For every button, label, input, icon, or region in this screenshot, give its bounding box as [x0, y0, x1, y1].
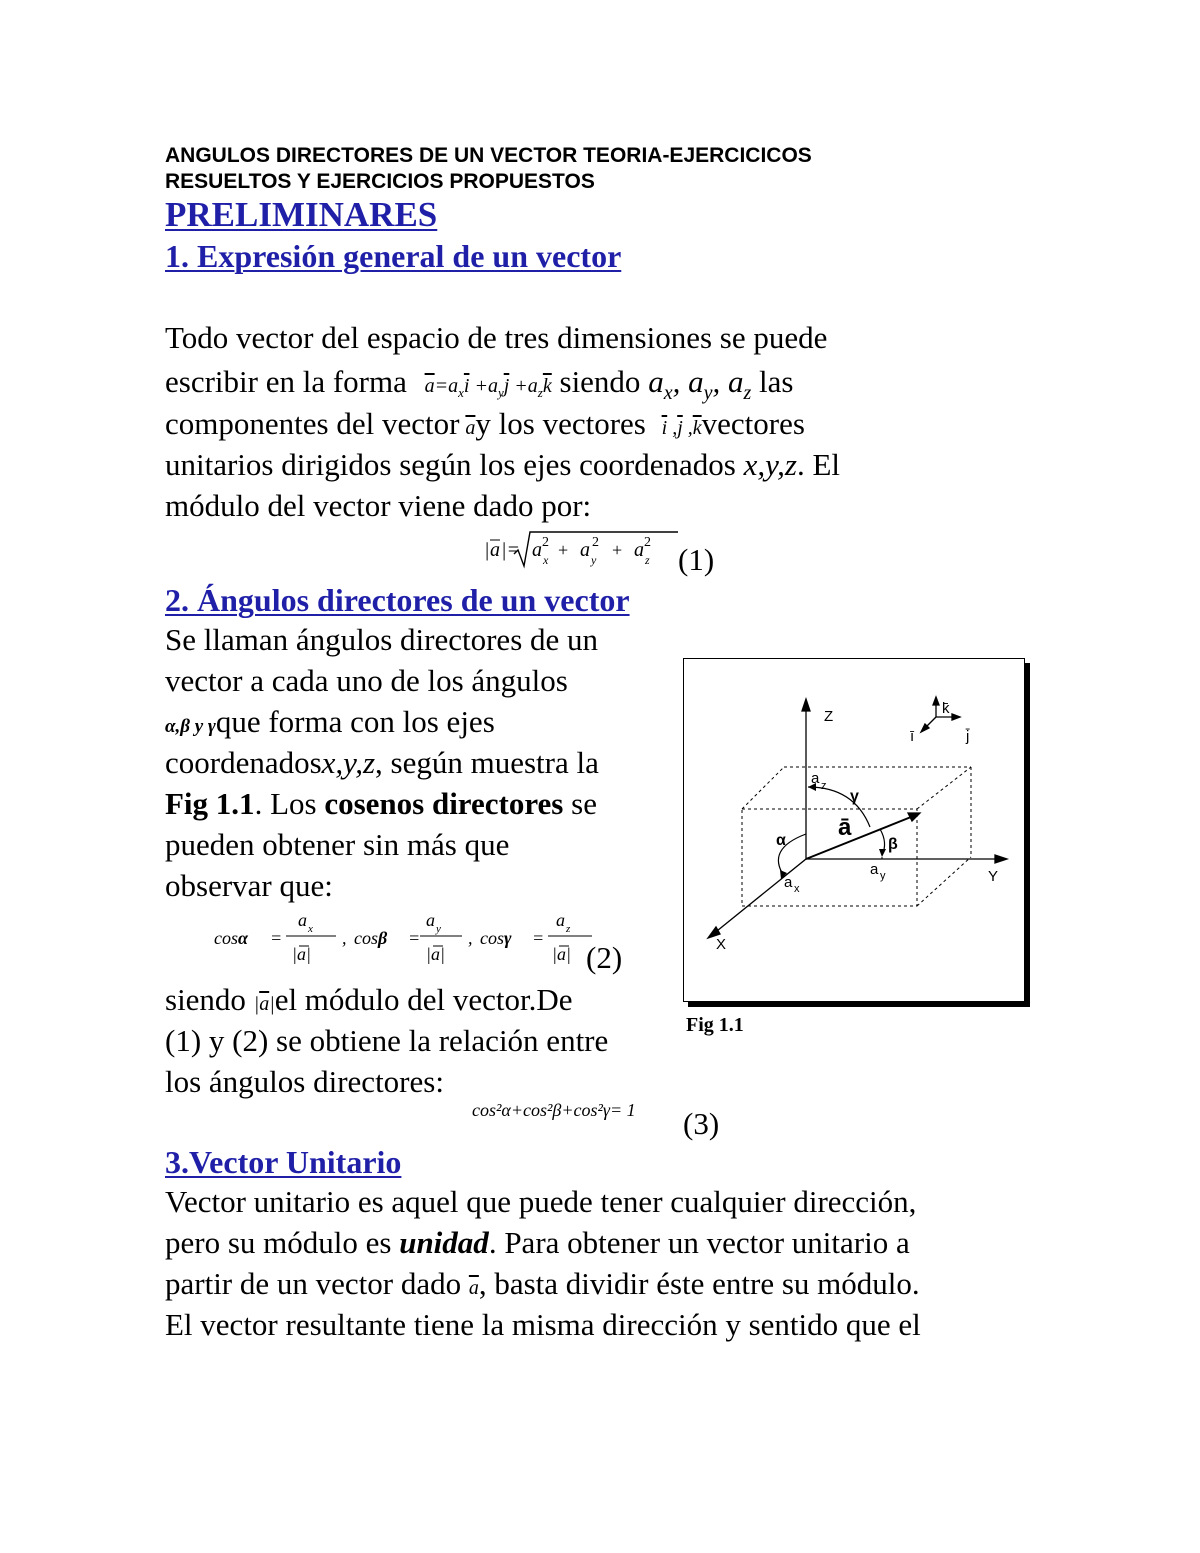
s2-p7: observar que:	[165, 868, 333, 903]
svg-text:cosβ: cosβ	[354, 928, 388, 948]
equation-3	[472, 1100, 636, 1121]
doc-title-line1: ANGULOS DIRECTORES DE UN VECTOR TEORIA-EJERCICICOS	[165, 144, 812, 167]
s3-line1: Vector unitario es aquel que puede tener cualquier dirección,	[165, 1184, 917, 1219]
s2-p4-xyz: x,y,z	[321, 745, 376, 780]
svg-text:z: z	[645, 553, 650, 567]
s2-p1: Se llaman ángulos directores de un	[165, 622, 599, 657]
svg-text:cosγ: cosγ	[480, 928, 512, 948]
s1-siendo: siendo	[559, 364, 641, 399]
svg-text:y: y	[591, 553, 597, 567]
svg-text:x: x	[543, 553, 549, 567]
svg-text:|a|: |a|	[552, 944, 571, 964]
equation-3-number: (3)	[683, 1106, 720, 1141]
s1-line3	[165, 404, 805, 448]
section2-heading: 2. Ángulos directores de un vector	[165, 582, 630, 618]
svg-text:cosα: cosα	[214, 928, 248, 948]
unit-vectors-symbol: $\overline{i}$ $,\overline{j}$ $,\overline{k}$	[661, 417, 702, 439]
s1-line2-text: escribir en la forma	[165, 364, 407, 399]
equation-1	[482, 526, 682, 581]
svg-text:,: ,	[342, 928, 347, 948]
fig-label-az: a	[811, 770, 820, 787]
svg-text:2: 2	[592, 535, 599, 550]
svg-text:=: =	[408, 928, 421, 948]
fig-label-gamma: γ	[850, 788, 859, 805]
svg-text:a: a	[532, 539, 542, 561]
s3-line3	[165, 1264, 920, 1308]
modulus-symbol: $|\overline{a}|$	[253, 993, 275, 1015]
s2-p3-text: que forma con los ejes	[215, 704, 495, 739]
equation-2	[214, 904, 594, 979]
s1-line3b: y los vectores	[475, 406, 646, 441]
s3-line4: El vector resultante tiene la misma dirección y sentido que el	[165, 1307, 921, 1342]
svg-text:a: a	[426, 910, 435, 930]
equation-2-number: (2)	[586, 940, 623, 975]
equation-3-text: cos²α+cos²β+cos²γ= 1	[472, 1100, 636, 1120]
svg-text:|a|: |a|	[292, 944, 311, 964]
svg-text:x: x	[308, 923, 313, 935]
svg-text:2: 2	[644, 535, 651, 550]
unidad-emph: unidad	[399, 1225, 489, 1260]
fig-label-x: X	[716, 936, 727, 953]
svg-text:2: 2	[542, 535, 549, 550]
fig-label-a: ā	[838, 814, 852, 841]
vec-a-symbol-2: $\overline{a}$	[468, 1277, 479, 1299]
vector-diagram	[684, 659, 1024, 1001]
svg-text:|a|: |a|	[426, 944, 445, 964]
fig-label-z: Z	[824, 708, 834, 725]
s1-line2: escribir en la forma $\overline{a}=a_x\overline{i} +a_y\overline{j} +a_z\overline{k}$ siendo $a_x$, $a_y$, $a_z$ las	[165, 364, 794, 405]
fig-sub-x: x	[794, 883, 800, 895]
svg-text:a: a	[580, 539, 590, 561]
s2-p8a: siendo	[165, 982, 246, 1017]
figure-1-1	[683, 658, 1025, 1002]
svg-text:a: a	[298, 910, 307, 930]
svg-text:a: a	[556, 910, 565, 930]
s2-p5	[165, 784, 597, 824]
s1-las: las	[759, 364, 794, 399]
equation-1-number: (1)	[678, 542, 715, 577]
fig-label-y: Y	[988, 868, 999, 885]
s1-line3a: componentes del vector	[165, 406, 460, 441]
vector-expression: $\overline{a}=a_x\overline{i} +a_y\overline{j} +a_z\overline{k}$	[424, 375, 552, 400]
s2-p2: vector a cada uno de los ángulos	[165, 663, 568, 698]
angles-symbols: α,β y γ	[165, 716, 216, 737]
s3-line2c: . Para obtener un vector unitario a	[488, 1225, 910, 1260]
s2-p3	[165, 702, 495, 747]
cosenos-directores: cosenos directores	[324, 786, 564, 821]
s1-line5: módulo del vector viene dado por:	[165, 488, 592, 523]
s2-p4	[165, 743, 599, 783]
svg-text:a: a	[490, 539, 500, 561]
s1-line4a: unitarios dirigidos según los ejes coordenados	[165, 447, 736, 482]
fig-label-k: k̄	[942, 700, 950, 717]
svg-text:=: =	[532, 928, 545, 948]
fig-label-beta: β	[888, 836, 898, 853]
svg-text:=: =	[270, 928, 283, 948]
s1-line4-xyz: x,y,z	[743, 447, 797, 482]
cosines-formula	[214, 904, 594, 974]
vec-a-symbol: $\overline{a}$	[465, 417, 476, 439]
svg-text:,: ,	[468, 928, 473, 948]
s2-p4a: coordenados	[165, 745, 322, 780]
s3-line3a: partir de un vector dado	[165, 1266, 462, 1301]
s1-line4c: . El	[796, 447, 841, 482]
fig-label-i: ī	[910, 728, 915, 745]
s2-p6: pueden obtener sin más que	[165, 827, 510, 862]
figure-caption: Fig 1.1	[686, 1014, 744, 1036]
fig-label-ax: a	[784, 874, 793, 891]
s2-p8	[165, 980, 573, 1024]
s2-p5d: se	[571, 786, 597, 821]
svg-text:|=: |=	[501, 539, 520, 561]
doc-title-line2: RESUELTOS Y EJERCICIOS PROPUESTOS	[165, 170, 595, 193]
s2-p10: los ángulos directores:	[165, 1064, 444, 1099]
section3-heading: 3.Vector Unitario	[165, 1144, 402, 1180]
s3-line2	[165, 1223, 910, 1263]
svg-text:a: a	[634, 539, 644, 561]
s2-p8b: el módulo del vector.De	[274, 982, 573, 1017]
s1-line3c: vectores	[701, 406, 805, 441]
preliminares-heading: PRELIMINARES	[165, 195, 438, 234]
svg-text:y: y	[436, 923, 441, 935]
svg-text:+: +	[612, 540, 623, 560]
fig-sub-z: z	[821, 780, 827, 792]
s3-line3b: , basta dividir éste entre su módulo.	[478, 1266, 920, 1301]
s3-line2a: pero su módulo es	[165, 1225, 392, 1260]
svg-text:|: |	[484, 539, 490, 561]
s2-p5b: . Los	[254, 786, 317, 821]
s1-line1: Todo vector del espacio de tres dimensiones se puede	[165, 320, 828, 355]
s2-p4c: , según muestra la	[375, 745, 599, 780]
fig-label-ay: a	[870, 861, 879, 878]
s2-p9: (1) y (2) se obtiene la relación entre	[165, 1023, 609, 1058]
section1-heading: 1. Expresión general de un vector	[165, 238, 622, 274]
modulus-formula	[482, 526, 682, 576]
fig-label-alpha: α	[776, 832, 786, 849]
svg-text:+: +	[558, 540, 569, 560]
fig-ref: Fig 1.1	[165, 786, 255, 821]
s1-line4	[165, 445, 840, 485]
fig-label-j: j̄	[966, 728, 970, 745]
fig-sub-y: y	[880, 870, 886, 882]
svg-text:z: z	[566, 923, 571, 935]
